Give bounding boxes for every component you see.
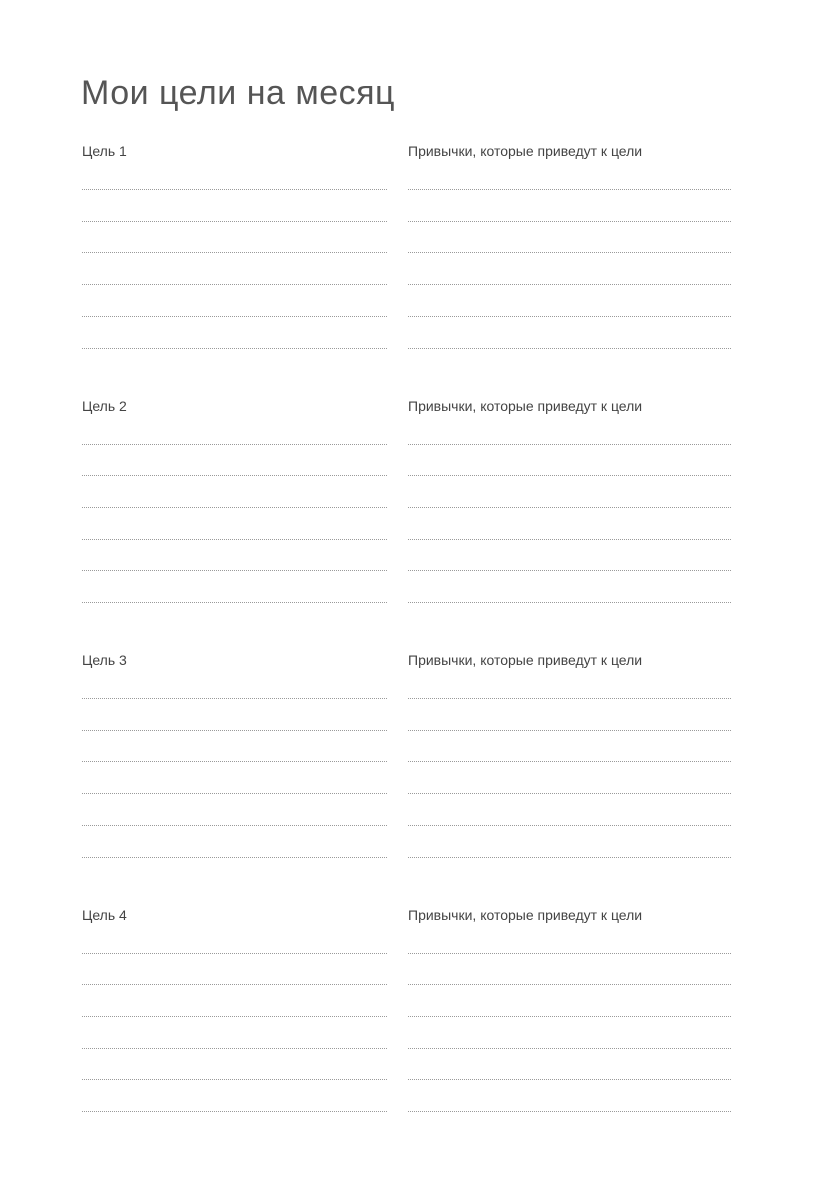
- goal-heading: Цель 4: [82, 906, 127, 923]
- habit-line[interactable]: [408, 953, 731, 954]
- goal-line[interactable]: [82, 1111, 387, 1112]
- habit-line[interactable]: [408, 698, 731, 699]
- habits-heading: Привычки, которые приведут к цели: [408, 143, 643, 159]
- goal-line[interactable]: [82, 1079, 387, 1080]
- habit-line[interactable]: [408, 348, 731, 349]
- habit-line[interactable]: [408, 1048, 731, 1049]
- habits-column: [408, 141, 731, 161]
- habit-line[interactable]: [408, 857, 731, 858]
- goal-line[interactable]: [82, 1016, 387, 1017]
- habit-line[interactable]: [408, 984, 731, 985]
- goal-line[interactable]: [82, 475, 387, 476]
- habit-line[interactable]: [408, 539, 731, 540]
- goal-section-1: [82, 141, 731, 361]
- habit-line[interactable]: [408, 221, 731, 222]
- goal-line[interactable]: [82, 602, 387, 603]
- goal-heading: Цель 3: [82, 652, 127, 668]
- habit-line[interactable]: [408, 825, 731, 826]
- habit-line[interactable]: [408, 316, 731, 317]
- goal-line[interactable]: [82, 570, 387, 571]
- habits-column: [408, 905, 731, 925]
- goal-line[interactable]: [82, 189, 387, 190]
- habit-line[interactable]: [408, 730, 731, 731]
- habit-line[interactable]: [408, 761, 731, 762]
- habit-line[interactable]: [408, 793, 731, 794]
- goal-section-4: [82, 905, 731, 1125]
- habit-line[interactable]: [408, 475, 731, 476]
- goal-heading: Цель 1: [82, 143, 127, 159]
- habits-column: [408, 396, 731, 416]
- goal-line[interactable]: [82, 953, 387, 954]
- goal-column: [82, 141, 387, 161]
- goal-line[interactable]: [82, 698, 387, 699]
- goal-line[interactable]: [82, 984, 387, 985]
- habit-line[interactable]: [408, 284, 731, 285]
- goal-line[interactable]: [82, 444, 387, 445]
- goal-section-3: [82, 650, 731, 870]
- goal-heading: Цель 2: [82, 397, 127, 414]
- habit-line[interactable]: [408, 252, 731, 253]
- goal-line[interactable]: [82, 539, 387, 540]
- goal-line[interactable]: [82, 730, 387, 731]
- habit-line[interactable]: [408, 570, 731, 571]
- habits-heading: Привычки, которые приведут к цели: [408, 906, 643, 923]
- goal-column: [82, 905, 387, 925]
- goal-line[interactable]: [82, 221, 387, 222]
- habits-heading: Привычки, которые приведут к цели: [408, 397, 643, 414]
- goal-line[interactable]: [82, 284, 387, 285]
- goal-line[interactable]: [82, 348, 387, 349]
- habit-line[interactable]: [408, 189, 731, 190]
- habit-line[interactable]: [408, 1016, 731, 1017]
- habits-column: [408, 650, 731, 670]
- goal-line[interactable]: [82, 1048, 387, 1049]
- goal-line[interactable]: [82, 316, 387, 317]
- goal-line[interactable]: [82, 825, 387, 826]
- habit-line[interactable]: [408, 444, 731, 445]
- habit-line[interactable]: [408, 1079, 731, 1080]
- habit-line[interactable]: [408, 602, 731, 603]
- goal-line[interactable]: [82, 761, 387, 762]
- goal-line[interactable]: [82, 252, 387, 253]
- goal-column: [82, 650, 387, 670]
- habit-line[interactable]: [408, 507, 731, 508]
- page-title: Мои цели на месяц: [81, 74, 396, 112]
- habits-heading: Привычки, которые приведут к цели: [408, 652, 643, 668]
- goal-line[interactable]: [82, 793, 387, 794]
- goal-line[interactable]: [82, 507, 387, 508]
- habit-line[interactable]: [408, 1111, 731, 1112]
- goal-column: [82, 396, 387, 416]
- goal-section-2: [82, 396, 731, 616]
- goal-line[interactable]: [82, 857, 387, 858]
